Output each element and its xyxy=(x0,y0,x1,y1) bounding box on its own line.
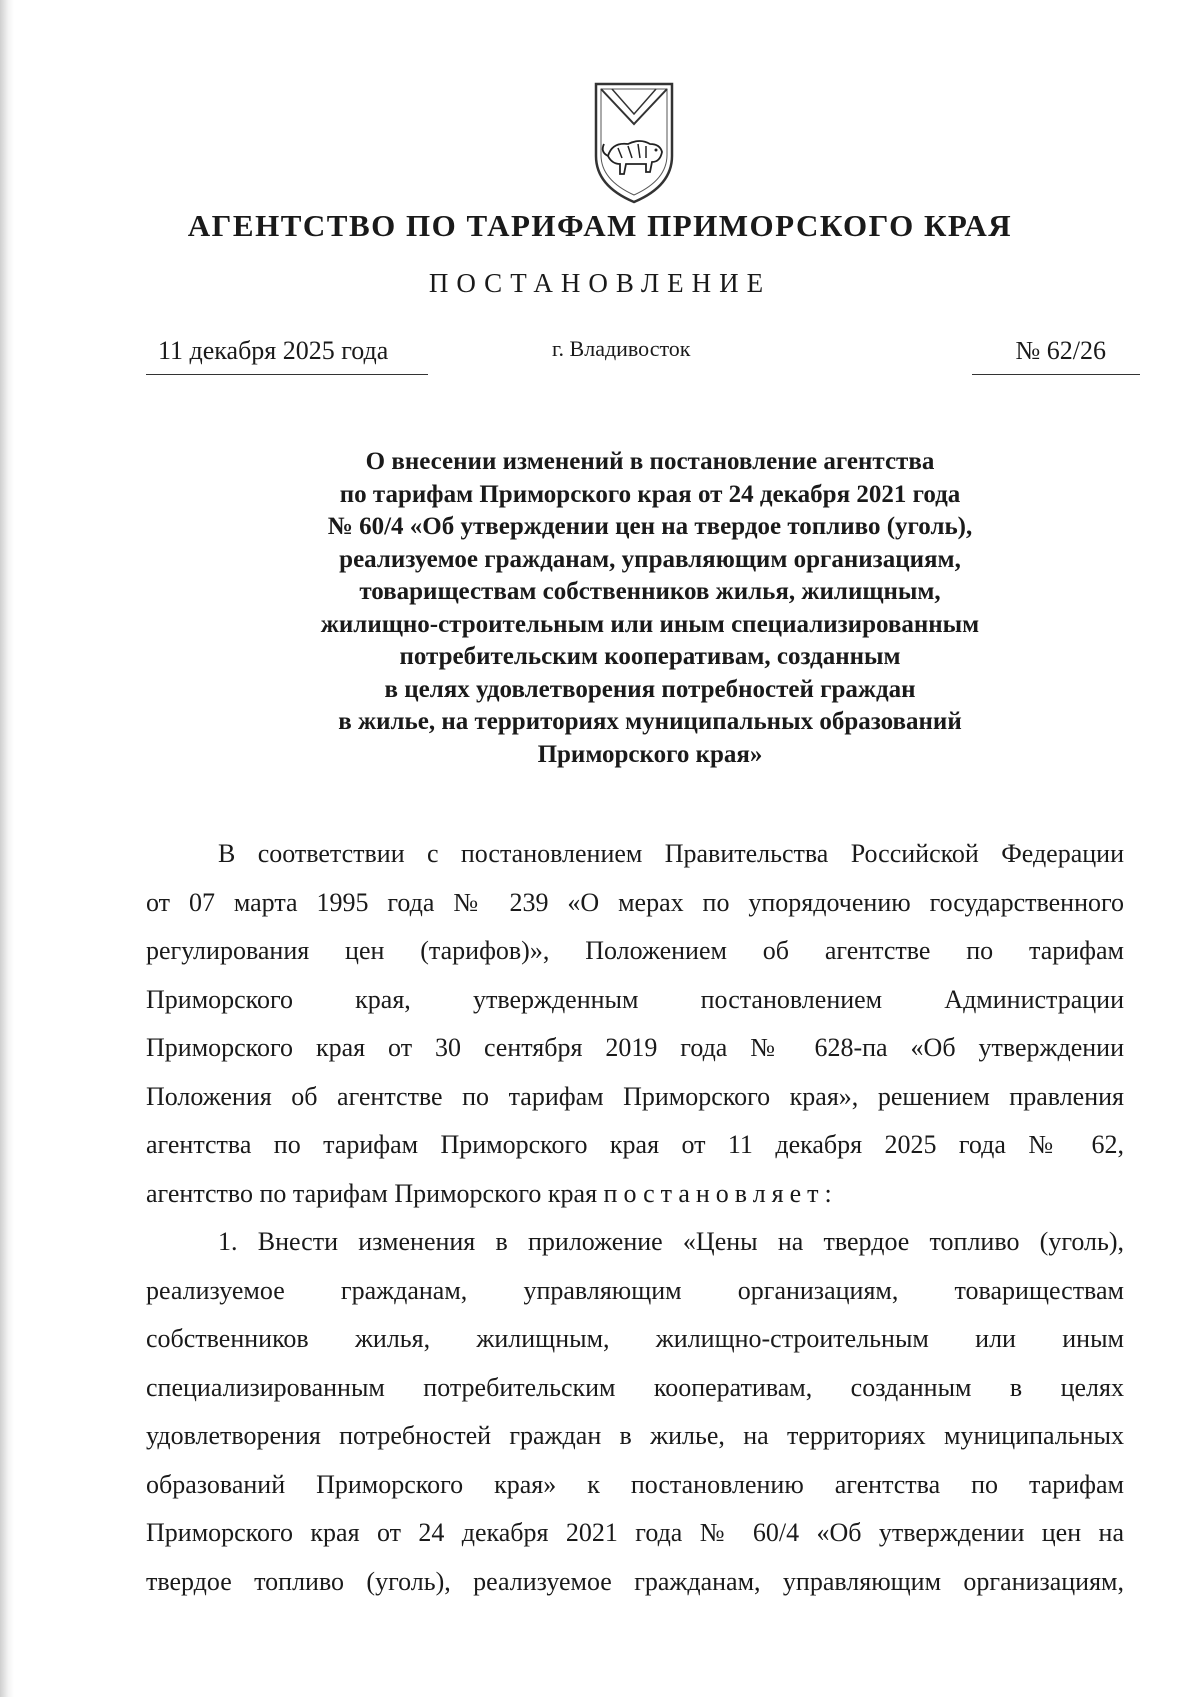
body-line: Приморского края от 24 декабря 2021 года № 60/4 «Об утверждении цен на xyxy=(146,1518,1124,1547)
body-line: регулирования цен (тарифов)», Положением об агентстве по тарифам xyxy=(146,936,1124,965)
body-line: 1. Внести изменения в приложение «Цены на твердое топливо (уголь), xyxy=(218,1227,1124,1256)
document-date: 11 декабря 2025 года xyxy=(158,336,389,365)
body-line: Положения об агентстве по тарифам Приморского края», решением правления xyxy=(146,1081,1124,1111)
body-line-resolves xyxy=(146,1170,1124,1219)
document-body xyxy=(146,830,1124,1606)
title-line: потребительским кооперативам, созданным xyxy=(399,643,901,670)
body-line: Приморского края от 30 сентября 2019 года № 628-па «Об утверждении xyxy=(146,1033,1124,1062)
body-line: В соответствии с постановлением Правительства Российской Федерации xyxy=(218,839,1124,868)
title-line: реализуемое гражданам, управляющим организациям, xyxy=(339,545,961,573)
number-underline xyxy=(972,374,1140,375)
coat-of-arms-emblem xyxy=(588,78,680,206)
scan-left-edge xyxy=(0,0,14,1697)
title-line: в целях удовлетворения потребностей граждан xyxy=(384,675,916,703)
body-line: специализированным потребительским кооперативам, созданным в целях xyxy=(146,1372,1124,1402)
body-line: Приморского края, утвержденным постановлением Администрации xyxy=(146,984,1124,1014)
body-line: образований Приморского края» к постановлению агентства по тарифам xyxy=(146,1469,1124,1499)
body-line: от 07 марта 1995 года № 239 «О мерах по упорядочению государственного xyxy=(146,887,1124,917)
document-title xyxy=(200,446,1100,771)
title-line: О внесении изменений в постановление агентства xyxy=(365,448,935,475)
body-line: реализуемое гражданам, управляющим организациям, товариществам xyxy=(146,1275,1124,1305)
body-line: твердое топливо (уголь), реализуемое гражданам, управляющим организациям, xyxy=(146,1566,1124,1596)
resolves-word: постановляет: xyxy=(603,1178,838,1208)
title-line: товариществам собственников жилья, жилищным, xyxy=(359,578,941,605)
body-line: агентства по тарифам Приморского края от 11 декабря 2025 года № 62, xyxy=(146,1130,1124,1159)
body-line: удовлетворения потребностей граждан в жилье, на территориях муниципальных xyxy=(146,1421,1124,1450)
title-line: Приморского края» xyxy=(537,740,763,768)
document-city: г. Владивосток xyxy=(552,336,691,361)
body-line: собственников жилья, жилищным, жилищно-строительным или иным xyxy=(146,1324,1124,1353)
agency-name: АГЕНТСТВО ПО ТАРИФАМ ПРИМОРСКОГО КРАЯ xyxy=(187,208,1013,243)
title-line: № 60/4 «Об утверждении цен на твердое топливо (уголь), xyxy=(327,513,973,540)
date-underline xyxy=(146,374,428,375)
title-line: в жилье, на территориях муниципальных образований xyxy=(338,708,962,735)
resolves-preamble: агентство по тарифам Приморского края xyxy=(146,1178,598,1208)
document-type: ПОСТАНОВЛЕНИЕ xyxy=(428,268,772,298)
document-number: № 62/26 xyxy=(1015,336,1106,365)
title-line: по тарифам Приморского края от 24 декабря 2021 года xyxy=(339,480,961,508)
title-line: жилищно-строительным или иным специализированным xyxy=(320,610,980,638)
